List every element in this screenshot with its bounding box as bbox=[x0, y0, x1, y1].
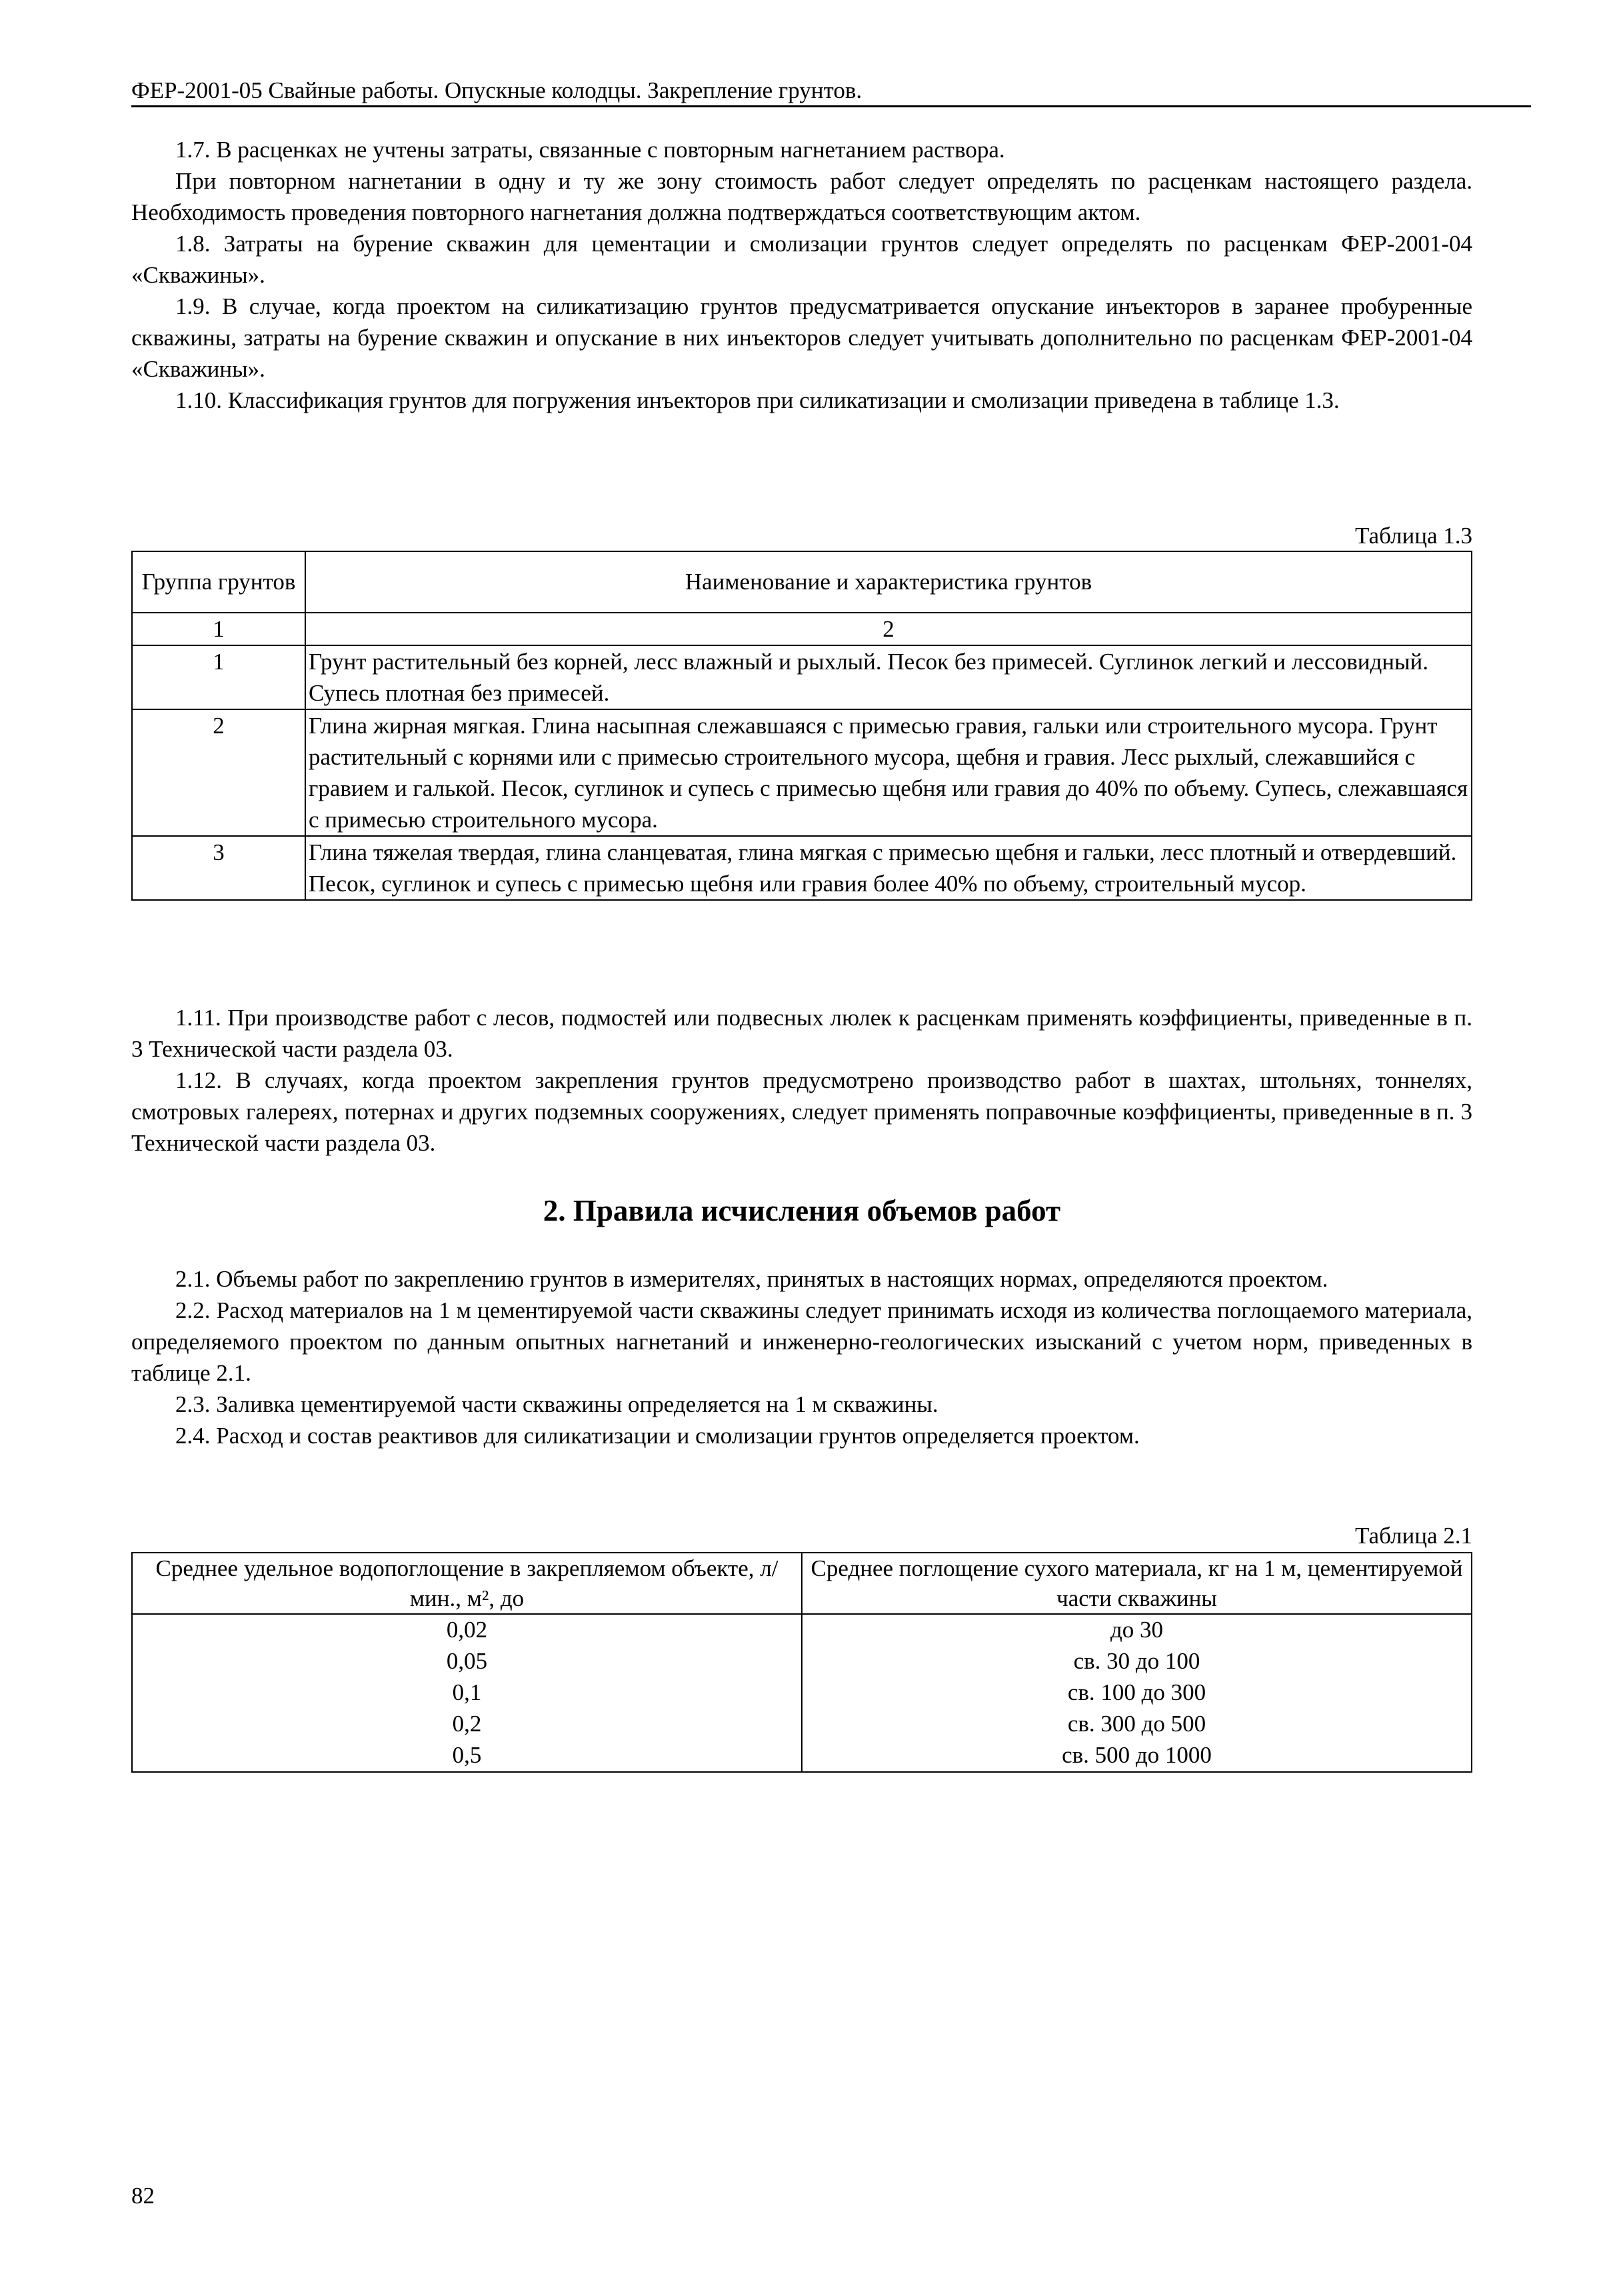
table-1-3-caption: Таблица 1.3 bbox=[1355, 523, 1472, 549]
dry-material-column bbox=[802, 1614, 1472, 1772]
section2-text bbox=[131, 1263, 1472, 1451]
header-water-absorption: Среднее удельное водопоглощение в закрепляемом объекте, л/мин., м², до bbox=[132, 1553, 802, 1614]
description-cell: Грунт растительный без корней, лесс влажный и рыхлый. Песок без примесей. Суглинок легкий и лессовидный. Супесь плотная без примесей. bbox=[305, 645, 1472, 709]
table-cell: св. 300 до 500 bbox=[1067, 1711, 1206, 1737]
table-header-row bbox=[132, 551, 1472, 613]
header-group: Группа грунтов bbox=[132, 551, 305, 613]
table-cell: св. 500 до 1000 bbox=[1062, 1742, 1212, 1768]
paragraph-1-11: 1.11. При производстве работ с лесов, подмостей или подвесных люлек к расценкам применять коэффициенты, приведенные в п. 3 Технической части раздела 03. bbox=[131, 1005, 1472, 1062]
group-cell: 1 bbox=[132, 645, 305, 709]
group-cell: 2 bbox=[132, 709, 305, 836]
description-cell: Глина жирная мягкая. Глина насыпная слежавшаяся с примесью гравия, гальки или строительного мусора. Грунт растительный с корнями или с примесью строительного мусора, щебня и гравия. Лесс рыхлый, слежавшийся с гравием и галькой. Песок, суглинок и супесь с примесью щебня или гравия до 40% по объему. Супесь, слежавшаяся с примесью строительного мусора. bbox=[305, 709, 1472, 836]
table-row bbox=[132, 645, 1472, 709]
table-numbering-row bbox=[132, 613, 1472, 645]
table-row bbox=[132, 836, 1472, 900]
section1-top-text bbox=[131, 134, 1472, 416]
table-cell: 0,05 bbox=[446, 1648, 488, 1674]
paragraph-2-1: 2.1. Объемы работ по закреплению грунтов в измерителях, принятых в настоящих нормах, определяются проектом. bbox=[175, 1266, 1328, 1292]
paragraph-1-9: 1.9. В случае, когда проектом на силикатизацию грунтов предусматривается опускание инъекторов в заранее пробуренные скважины, затраты на бурение скважин и опускание в них инъекторов следует учитывать дополнительно по расценкам ФЕР-2001-04 «Скважины». bbox=[131, 293, 1472, 382]
paragraph-1-7: 1.7. В расценках не учтены затраты, связанные с повторным нагнетанием раствора. bbox=[175, 137, 1005, 163]
paragraph-1-12: 1.12. В случаях, когда проектом закрепления грунтов предусмотрено производство работ в шахтах, штольнях, тоннелях, смотровых галереях, потернах и других подземных сооружениях, следует применять поправочные коэффициенты, приведенные в п. 3 Технической части раздела 03. bbox=[131, 1067, 1472, 1156]
paragraph-2-3: 2.3. Заливка цементируемой части скважины определяется на 1 м скважины. bbox=[175, 1391, 938, 1417]
table-cell: св. 100 до 300 bbox=[1067, 1679, 1206, 1705]
table-cell: 0,02 bbox=[446, 1617, 488, 1643]
header-rule bbox=[131, 105, 1531, 107]
section-2-heading: 2. Правила исчисления объемов работ bbox=[543, 1194, 1061, 1227]
paragraph-2-2: 2.2. Расход материалов на 1 м цементируемой части скважины следует принимать исходя из количества поглощаемого материала, определяемого проектом по данным опытных нагнетаний и инженерно-геологических изысканий с учетом норм, приведенных в таблице 2.1. bbox=[131, 1297, 1472, 1386]
description-cell: Глина тяжелая твердая, глина сланцеватая, глина мягкая с примесью щебня и гальки, лесс плотный и отвердевший. Песок, суглинок и супесь с примесью щебня или гравия более 40% по объему, строительный мусор. bbox=[305, 836, 1472, 900]
section1-bottom-text bbox=[131, 1002, 1472, 1159]
group-cell: 3 bbox=[132, 836, 305, 900]
col-number: 1 bbox=[132, 613, 305, 645]
header-dry-material: Среднее поглощение сухого материала, кг на 1 м, цементируемой части скважины bbox=[802, 1553, 1472, 1614]
table-cell: до 30 bbox=[1110, 1617, 1164, 1643]
table-cell: 0,5 bbox=[452, 1742, 482, 1768]
table-cell: 0,1 bbox=[452, 1679, 482, 1705]
table-header-row bbox=[132, 1553, 1472, 1614]
header-description: Наименование и характеристика грунтов bbox=[305, 551, 1472, 613]
table-2-1-caption: Таблица 2.1 bbox=[1355, 1523, 1472, 1549]
table-cell: 0,2 bbox=[452, 1711, 482, 1737]
running-header: ФЕР-2001-05 Свайные работы. Опускные колодцы. Закрепление грунтов. bbox=[131, 77, 862, 103]
water-absorption-column bbox=[132, 1614, 802, 1772]
table-2-1 bbox=[131, 1552, 1472, 1773]
paragraph-2-4: 2.4. Расход и состав реактивов для силикатизации и смолизации грунтов определяется проектом. bbox=[175, 1423, 1140, 1449]
paragraph-1-10: 1.10. Классификация грунтов для погружения инъекторов при силикатизации и смолизации приведена в таблице 1.3. bbox=[175, 387, 1340, 413]
paragraph-1-8: 1.8. Затраты на бурение скважин для цементации и смолизации грунтов следует определять по расценкам ФЕР-2001-04 «Скважины». bbox=[131, 231, 1472, 288]
table-row bbox=[132, 709, 1472, 836]
page-number: 82 bbox=[131, 2183, 155, 2209]
col-number: 2 bbox=[305, 613, 1472, 645]
table-body bbox=[132, 1614, 1472, 1772]
table-1-3 bbox=[131, 551, 1472, 901]
paragraph: При повторном нагнетании в одну и ту же зону стоимость работ следует определять по расценкам настоящего раздела. Необходимость проведения повторного нагнетания должна подтверждаться соответствующим актом. bbox=[131, 168, 1472, 225]
table-cell: св. 30 до 100 bbox=[1073, 1648, 1200, 1674]
